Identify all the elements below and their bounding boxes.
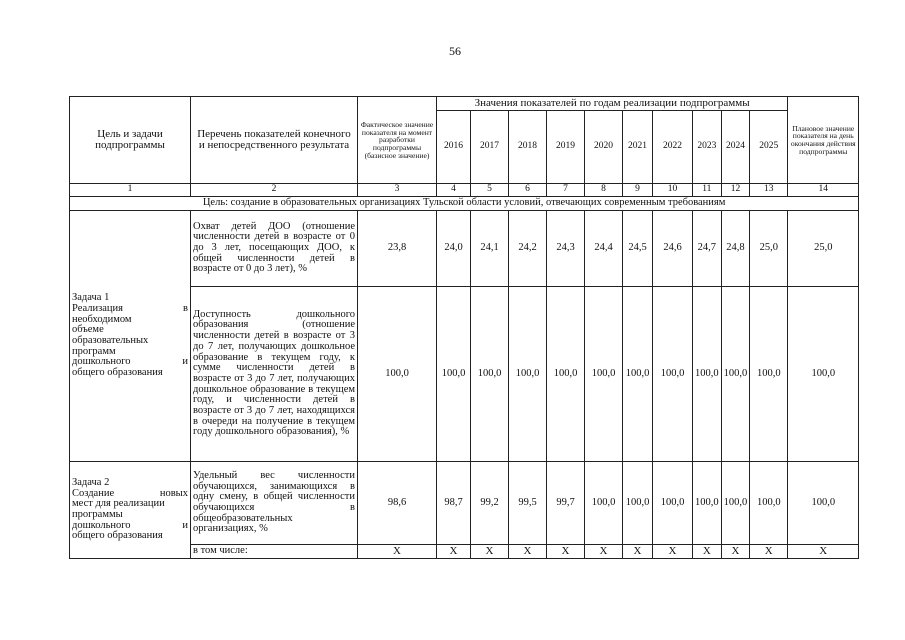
task1-line bbox=[72, 368, 188, 379]
column-number-9: 9 bbox=[623, 184, 653, 197]
year-value-2023: 100,0 bbox=[693, 461, 722, 544]
year-value-2022: 24,6 bbox=[653, 210, 693, 286]
column-number-14: 14 bbox=[788, 184, 859, 197]
task2-line-text: программы bbox=[72, 509, 123, 521]
task2-line-tail: новых bbox=[159, 487, 188, 499]
planned-value: 25,0 bbox=[788, 210, 859, 286]
task1-line-text: образовательных bbox=[72, 334, 149, 346]
header-years-group: Значения показателей по годам реализации подпрограммы bbox=[437, 97, 788, 111]
year-value-2024: 100,0 bbox=[721, 286, 750, 461]
task1-line-text: Реализация bbox=[72, 302, 123, 314]
column-number-12: 12 bbox=[721, 184, 750, 197]
task1-line-text: дошкольного bbox=[72, 356, 131, 368]
year-value-2022: 100,0 bbox=[653, 286, 693, 461]
year-value-2023: 24,7 bbox=[693, 210, 722, 286]
column-number-13: 13 bbox=[750, 184, 788, 197]
task1-line-text: общего образования bbox=[72, 367, 163, 379]
indicators-table bbox=[69, 96, 859, 559]
year-value-2020: 24,4 bbox=[585, 210, 623, 286]
year-value-2019: 99,7 bbox=[547, 461, 585, 544]
task1-line-text: программ bbox=[72, 345, 116, 357]
year-value-2021: 100,0 bbox=[623, 461, 653, 544]
year-value-2021: 100,0 bbox=[623, 286, 653, 461]
header-year-2017: 2017 bbox=[471, 111, 509, 184]
year-value-2018: 100,0 bbox=[509, 286, 547, 461]
year-value-2016: 98,7 bbox=[437, 461, 471, 544]
column-number-4: 4 bbox=[437, 184, 471, 197]
x-mark: Х bbox=[721, 544, 750, 558]
x-mark: Х bbox=[750, 544, 788, 558]
column-number-3: 3 bbox=[358, 184, 437, 197]
header-year-2025: 2025 bbox=[750, 111, 788, 184]
task2-line-text: Создание bbox=[72, 487, 115, 499]
header-year-2023: 2023 bbox=[693, 111, 722, 184]
year-value-2019: 100,0 bbox=[547, 286, 585, 461]
column-number-1: 1 bbox=[70, 184, 191, 197]
page-number: 56 bbox=[449, 44, 461, 58]
header-planned-value: Плановое значение показателя на день окончания действия подпрограммы bbox=[788, 97, 859, 184]
task1-line bbox=[72, 336, 188, 347]
task2-line-text: дошкольного bbox=[72, 519, 131, 531]
x-mark: Х bbox=[509, 544, 547, 558]
column-number-6: 6 bbox=[509, 184, 547, 197]
year-value-2017: 24,1 bbox=[471, 210, 509, 286]
header-goal-tasks: Цель и задачи подпрограммы bbox=[70, 97, 191, 184]
column-number-11: 11 bbox=[693, 184, 722, 197]
x-mark: Х bbox=[585, 544, 623, 558]
year-value-2019: 24,3 bbox=[547, 210, 585, 286]
task1-line-tail: в bbox=[183, 302, 188, 314]
planned-value: 100,0 bbox=[788, 461, 859, 544]
header-indicators: Перечень показателей конечного и непосредственного результата bbox=[191, 97, 358, 184]
header-year-2022: 2022 bbox=[653, 111, 693, 184]
year-value-2017: 100,0 bbox=[471, 286, 509, 461]
header-year-2018: 2018 bbox=[509, 111, 547, 184]
task2-line-tail: и bbox=[182, 519, 188, 531]
header-year-2019: 2019 bbox=[547, 111, 585, 184]
year-value-2025: 25,0 bbox=[750, 210, 788, 286]
year-value-2016: 24,0 bbox=[437, 210, 471, 286]
column-number-5: 5 bbox=[471, 184, 509, 197]
x-mark: Х bbox=[471, 544, 509, 558]
including-label: в том числе: bbox=[191, 544, 358, 558]
task-2-cell bbox=[70, 461, 191, 558]
actual-value: 23,8 bbox=[358, 210, 437, 286]
year-value-2016: 100,0 bbox=[437, 286, 471, 461]
planned-value: 100,0 bbox=[788, 286, 859, 461]
indicator-text: Охват детей ДОО (отношение численности детей в возрасте от 0 до 3 лет, посещающих ДОО, к общей численности детей в возрасте от 0 до 3 лет), % bbox=[191, 210, 358, 286]
x-mark: Х bbox=[358, 544, 437, 558]
task1-line-text: объеме bbox=[72, 324, 104, 336]
indicator-text: Доступность дошкольного образования (отношение численности детей в возрасте от 3 до 7 лет, получающих дошкольное образование в текущем году, к сумме численности детей в возрасте от 3 до 7 лет, получающих дошкольное образование в текущем году, и численности детей в возрасте от 3 до 7 лет, находящихся в очереди на получение в текущем году дошкольного образования), % bbox=[191, 286, 358, 461]
year-value-2024: 24,8 bbox=[721, 210, 750, 286]
task1-line-tail: и bbox=[182, 356, 188, 368]
actual-value: 100,0 bbox=[358, 286, 437, 461]
x-mark: Х bbox=[788, 544, 859, 558]
column-number-8: 8 bbox=[585, 184, 623, 197]
task-1-cell bbox=[70, 210, 191, 461]
actual-value: 98,6 bbox=[358, 461, 437, 544]
year-value-2020: 100,0 bbox=[585, 286, 623, 461]
task2-line-text: мест для реализации bbox=[72, 498, 165, 510]
x-mark: Х bbox=[623, 544, 653, 558]
year-value-2025: 100,0 bbox=[750, 461, 788, 544]
column-number-2: 2 bbox=[191, 184, 358, 197]
indicator-text: Удельный вес численности обучающихся, занимающихся в одну смену, в общей численности обучающихся в общеобразовательных организациях, % bbox=[191, 461, 358, 544]
header-year-2016: 2016 bbox=[437, 111, 471, 184]
year-value-2022: 100,0 bbox=[653, 461, 693, 544]
task1-title: Задача 1 bbox=[72, 292, 110, 304]
x-mark: Х bbox=[547, 544, 585, 558]
task2-line-text: общего образования bbox=[72, 530, 163, 542]
x-mark: Х bbox=[693, 544, 722, 558]
year-value-2018: 99,5 bbox=[509, 461, 547, 544]
year-value-2018: 24,2 bbox=[509, 210, 547, 286]
year-value-2025: 100,0 bbox=[750, 286, 788, 461]
year-value-2020: 100,0 bbox=[585, 461, 623, 544]
x-mark: Х bbox=[437, 544, 471, 558]
task1-line-text: необходимом bbox=[72, 313, 132, 325]
header-year-2020: 2020 bbox=[585, 111, 623, 184]
column-number-7: 7 bbox=[547, 184, 585, 197]
header-year-2024: 2024 bbox=[721, 111, 750, 184]
x-mark: Х bbox=[653, 544, 693, 558]
task2-line bbox=[72, 531, 188, 542]
year-value-2017: 99,2 bbox=[471, 461, 509, 544]
task2-title: Задача 2 bbox=[72, 476, 110, 488]
year-value-2021: 24,5 bbox=[623, 210, 653, 286]
task1-line bbox=[72, 304, 188, 315]
goal-row: Цель: создание в образовательных организациях Тульской области условий, отвечающих современным требованиям bbox=[70, 196, 859, 210]
year-value-2024: 100,0 bbox=[721, 461, 750, 544]
header-actual-value: Фактическое значение показателя на момент разработки подпрограммы (базисное значение) bbox=[358, 97, 437, 184]
column-number-10: 10 bbox=[653, 184, 693, 197]
header-year-2021: 2021 bbox=[623, 111, 653, 184]
year-value-2023: 100,0 bbox=[693, 286, 722, 461]
